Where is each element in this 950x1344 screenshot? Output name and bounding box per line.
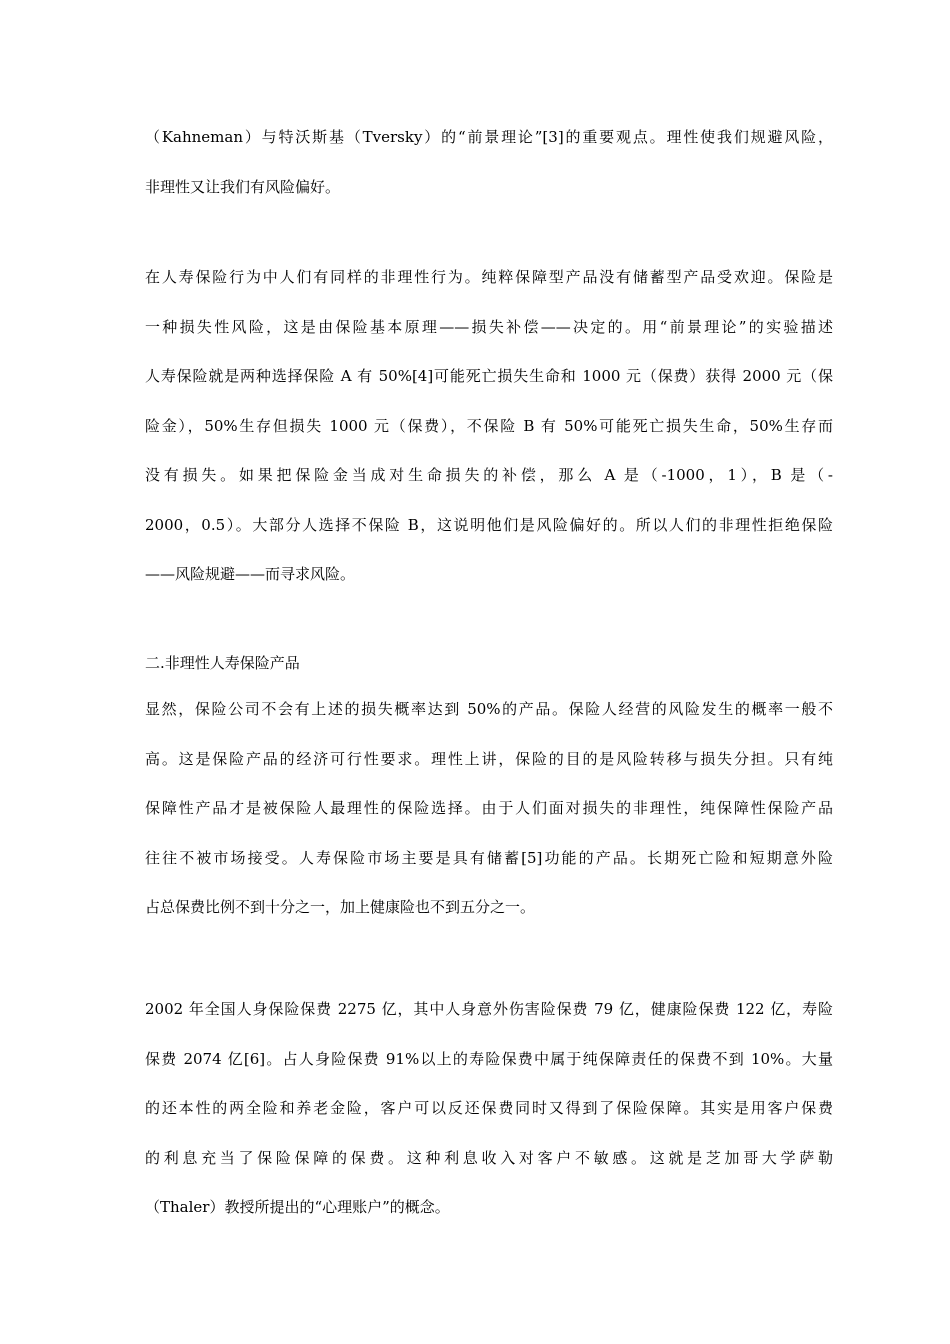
paragraph-prospect-theory <box>145 113 833 212</box>
text-line: 保费 2074 亿[6]。占人身险保费 91%以上的寿险保费中属于纯保障责任的保费不到 10%。大量 <box>145 1049 833 1068</box>
text-line: ——风险规避——而寻求风险。 <box>145 565 356 583</box>
paragraph-2002-premiums <box>145 985 833 1233</box>
text-line: 占总保费比例不到十分之一，加上健康险也不到五分之一。 <box>145 898 536 916</box>
paragraph-irrational-products <box>145 685 833 933</box>
text-line: 在人寿保险行为中人们有同样的非理性行为。纯粹保障型产品没有储蓄型产品受欢迎。保险是 <box>145 268 833 286</box>
text-line: 保障性产品才是被保险人最理性的保险选择。由于人们面对损失的非理性，纯保障性保险产品 <box>145 799 833 817</box>
text-line: 显然，保险公司不会有上述的损失概率达到 50%的产品。保险人经营的风险发生的概率一般不 <box>145 700 833 718</box>
text-line: （Thaler）教授所提出的“心理账户”的概念。 <box>145 1198 450 1216</box>
section-heading: 二.非理性人寿保险产品 <box>145 654 300 672</box>
text-line: 2000，0.5）。大部分人选择不保险 B，这说明他们是风险偏好的。所以人们的非理性拒绝保险 <box>145 515 833 534</box>
text-line: 高。这是保险产品的经济可行性要求。理性上讲，保险的目的是风险转移与损失分担。只有纯 <box>145 749 833 768</box>
text-line: 的利息充当了保险保障的保费。这种利息收入对客户不敏感。这就是芝加哥大学萨勒 <box>145 1148 833 1167</box>
text-line: 一种损失性风险，这是由保险基本原理——损失补偿——决定的。用“前景理论”的实验描述 <box>145 317 833 336</box>
text-line: 非理性又让我们有风险偏好。 <box>145 177 341 196</box>
text-line: （Kahneman）与特沃斯基（Tversky）的“前景理论”[3]的重要观点。理性使我们规避风险， <box>145 128 833 146</box>
text-line: 人寿保险就是两种选择保险 A 有 50%[4]可能死亡损失生命和 1000 元（保费）获得 2000 元（保 <box>145 367 833 385</box>
text-line: 往往不被市场接受。人寿保险市场主要是具有储蓄[5]功能的产品。长期死亡险和短期意外险 <box>145 848 833 867</box>
text-line: 的还本性的两全险和养老金险，客户可以反还保费同时又得到了保险保障。其实是用客户保费 <box>145 1099 833 1117</box>
text-line: 2002 年全国人身保险保费 2275 亿，其中人身意外伤害险保费 79 亿，健康险保费 122 亿，寿险 <box>145 1000 833 1018</box>
text-line: 险金），50%生存但损失 1000 元（保费），不保险 B 有 50%可能死亡损失生命，50%生存而 <box>145 416 833 435</box>
paragraph-life-insurance-behavior <box>145 253 833 600</box>
text-line: 没有损失。如果把保险金当成对生命损失的补偿，那么 A 是（-1000，1），B 是（- <box>145 466 833 484</box>
